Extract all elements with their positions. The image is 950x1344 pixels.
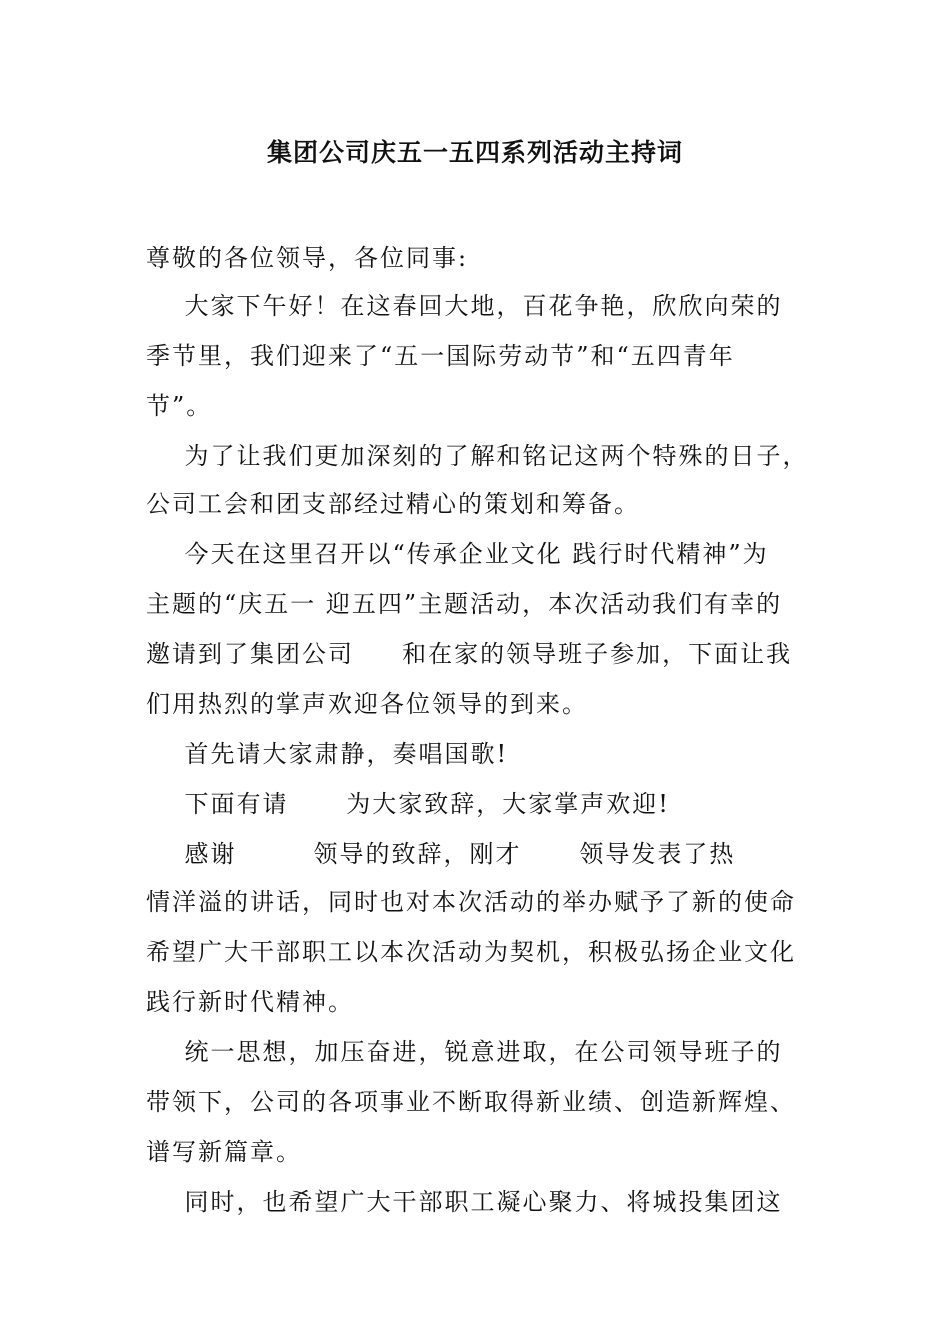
text-line: 带领下，公司的各项事业不断取得新业绩、创造新辉煌、 bbox=[146, 1088, 796, 1116]
text-line: 主题的“庆五一 迎五四”主题活动，本次活动我们有幸的 bbox=[146, 590, 783, 618]
text-line: 希望广大干部职工以本次活动为契机，积极弘扬企业文化 bbox=[146, 938, 796, 966]
text-line: 践行新时代精神。 bbox=[146, 988, 354, 1016]
text-line: 首先请大家肃静，奏唱国歌! bbox=[146, 740, 509, 768]
text-line: 大家下午好！在这春回大地，百花争艳，欣欣向荣的 bbox=[146, 292, 783, 320]
text-line: 感谢 领导的致辞，刚才 领导发表了热 bbox=[146, 840, 736, 868]
text-line: 情洋溢的讲话，同时也对本次活动的举办赋予了新的使命 bbox=[146, 888, 796, 916]
text-line: 公司工会和团支部经过精心的策划和筹备。 bbox=[146, 490, 640, 518]
text-line: 下面有请 为大家致辞，大家掌声欢迎! bbox=[146, 790, 670, 818]
text-line: 谱写新篇章。 bbox=[146, 1138, 302, 1166]
text-line: 同时，也希望广大干部职工凝心聚力、将城投集团这 bbox=[146, 1188, 783, 1216]
text-line: 为了让我们更加深刻的了解和铭记这两个特殊的日子， bbox=[146, 442, 809, 470]
text-line: 统一思想，加压奋进，锐意进取，在公司领导班子的 bbox=[146, 1038, 783, 1066]
text-line: 邀请到了集团公司 和在家的领导班子参加，下面让我 bbox=[146, 640, 793, 668]
text-line: 尊敬的各位领导，各位同事: bbox=[146, 244, 469, 272]
text-line: 节”。 bbox=[146, 392, 213, 420]
document-title: 集团公司庆五一五四系列活动主持词 bbox=[266, 138, 683, 167]
text-line: 今天在这里召开以“传承企业文化 践行时代精神”为 bbox=[146, 540, 769, 568]
text-line: 们用热烈的掌声欢迎各位领导的到来。 bbox=[146, 690, 588, 718]
text-line: 季节里，我们迎来了“五一国际劳动节”和“五四青年 bbox=[146, 342, 735, 370]
